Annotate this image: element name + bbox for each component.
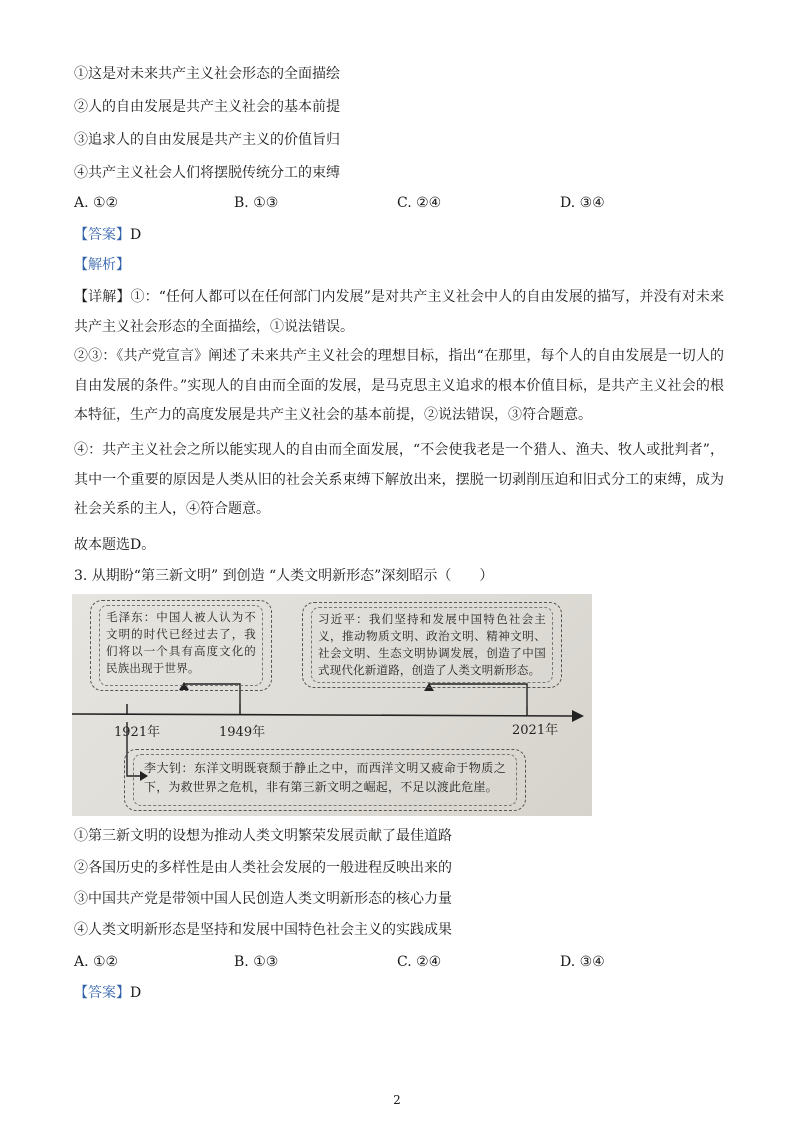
answer-value: D xyxy=(130,227,142,243)
q2-option-c: C. ②④ xyxy=(397,195,442,211)
q2-analysis-paragraph-3: ④：共产主义社会之所以能实现人的自由而全面发展，“不会使我老是一个猎人、渔夫、牧人或批判者”，其中一个重要的原因是人类从旧的社会关系束缚下解放出来，摆脱一切剥削压迫和旧式分工的束缚，成为社会关系的主人，④符合题意。 xyxy=(74,442,724,517)
year-2021: 2021年 xyxy=(512,723,559,738)
q3-answer xyxy=(74,983,141,1003)
q3-statement-4: ④人类文明新形态是坚持和发展中国特色社会主义的实践成果 xyxy=(74,922,452,938)
q2-analysis-tag xyxy=(74,255,130,275)
answer-value: D xyxy=(130,985,142,1001)
mao-quote-box xyxy=(90,600,272,691)
q2-option-b: B. ①③ xyxy=(234,195,279,211)
li-quote-box xyxy=(124,749,526,811)
timeline-axis xyxy=(72,714,572,716)
timeline-arrow xyxy=(572,710,584,722)
xi-quote-box xyxy=(302,602,562,688)
q2-conclusion: 故本题选D。 xyxy=(74,537,156,553)
answer-tag: 【答案】 xyxy=(74,985,130,1001)
detail-tag: 【详解】 xyxy=(74,289,131,305)
q2-statement-1: ①这是对未来共产主义社会形态的全面描绘 xyxy=(74,66,340,82)
q3-option-c: C. ②④ xyxy=(397,954,442,970)
q3-statement-3: ③中国共产党是带领中国人民创造人类文明新形态的核心力量 xyxy=(74,891,452,907)
answer-tag: 【答案】 xyxy=(74,227,130,243)
q2-statement-2: ②人的自由发展是共产主义社会的基本前提 xyxy=(74,99,340,115)
li-quote: 李大钊：东洋文明既衰颓于静止之中，而西洋文明又疲命于物质之下，为救世界之危机，非有第三新文明之崛起，不足以渡此危崖。 xyxy=(133,754,517,806)
detail-text: ①：“任何人都可以在任何部门内发展”是对共产主义社会中人的自由发展的描写，并没有对未来共产主义社会形态的全面描绘，①说法错误。 xyxy=(74,289,725,335)
q2-detail-paragraph xyxy=(74,283,724,342)
q2-analysis-paragraph-2: ②③：《共产党宣言》阐述了未来共产主义社会的理想目标，指出“在那里，每个人的自由发展是一切人的自由发展的条件。”实现人的自由而全面的发展，是马克思主义追求的根本价值目标，是共产主义社会的根本特征，生产力的高度发展是共产主义社会的基本前提，②说法错误，③符合题意。 xyxy=(74,348,724,423)
q2-option-a: A. ①② xyxy=(74,195,119,211)
q3-stem: 3. 从期盼“第三新文明” 到创造 “人类文明新形态”深刻昭示（ ） xyxy=(74,568,494,584)
q3-statement-2: ②各国历史的多样性是由人类社会发展的一般进程反映出来的 xyxy=(74,860,452,876)
q2-answer xyxy=(74,225,141,245)
q3-option-a: A. ①② xyxy=(74,954,119,970)
q3-statement-1: ①第三新文明的设想为推动人类文明繁荣发展贡献了最佳道路 xyxy=(74,828,452,844)
q2-statement-4: ④共产主义社会人们将摆脱传统分工的束缚 xyxy=(74,165,340,181)
q3-timeline-figure xyxy=(72,594,592,816)
page-number: 2 xyxy=(393,1093,401,1107)
year-1949: 1949年 xyxy=(219,725,266,740)
mao-quote: 毛泽东：中国人被人认为不文明的时代已经过去了，我们将以一个具有高度文化的民族出现于世界。 xyxy=(99,605,263,686)
analysis-tag: 【解析】 xyxy=(74,257,130,273)
q2-option-d: D. ③④ xyxy=(560,195,605,211)
xi-quote: 习近平：我们坚持和发展中国特色社会主义，推动物质文明、政治文明、精神文明、社会文明、生态文明协调发展，创造了中国式现代化新道路，创造了人类文明新形态。 xyxy=(311,607,553,683)
year-1921: 1921年 xyxy=(114,725,161,740)
q2-statement-3: ③追求人的自由发展是共产主义的价值旨归 xyxy=(74,132,340,148)
q3-option-d: D. ③④ xyxy=(560,954,605,970)
q3-option-b: B. ①③ xyxy=(234,954,279,970)
